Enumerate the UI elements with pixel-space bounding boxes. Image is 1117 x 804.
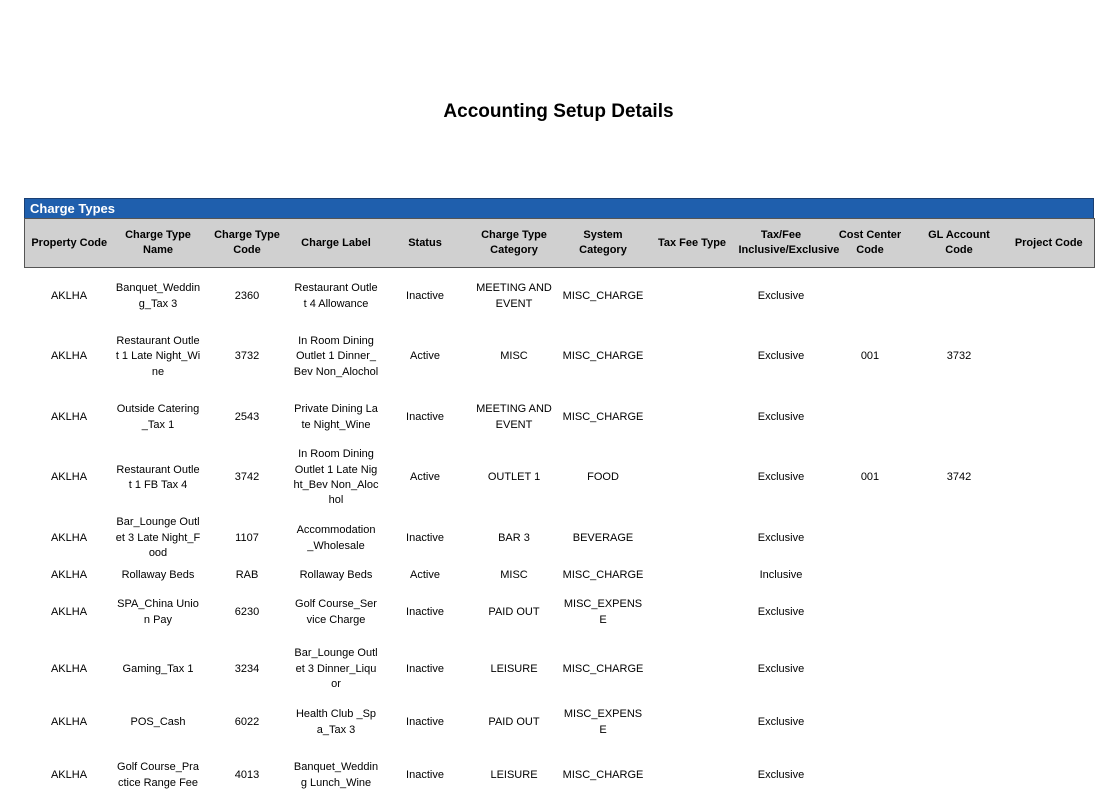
cell-system-category: BEVERAGE: [559, 510, 648, 567]
column-header-charge-type-code: Charge Type Code: [203, 219, 292, 268]
cell-status: Inactive: [381, 268, 470, 326]
cell-property-code: AKLHA: [25, 747, 114, 804]
cell-charge-type-category: LEISURE: [470, 641, 559, 698]
cell-system-category: MISC_EXPENSE: [559, 698, 648, 747]
cell-tax-fee-inclusive-exclusive: Exclusive: [737, 325, 826, 389]
cell-charge-type-code: 3742: [203, 446, 292, 510]
cell-project-code: [1004, 325, 1095, 389]
cell-charge-type-code: 2360: [203, 268, 292, 326]
cell-charge-label: Bar_Lounge Outlet 3 Dinner_Liquor: [292, 641, 381, 698]
cell-tax-fee-type: [648, 567, 737, 584]
cell-charge-label: In Room Dining Outlet 1 Dinner_Bev Non_Alochol: [292, 325, 381, 389]
cell-tax-fee-type: [648, 747, 737, 804]
table-row: [25, 510, 1095, 567]
cell-gl-account-code: [915, 641, 1004, 698]
cell-charge-type-name: Restaurant Outlet 1 Late Night_Wine: [114, 325, 203, 389]
column-header-cost-center-code: Cost Center Code: [826, 219, 915, 268]
table-row: [25, 446, 1095, 510]
cell-system-category: MISC_CHARGE: [559, 325, 648, 389]
cell-charge-label: Golf Course_Service Charge: [292, 584, 381, 641]
cell-cost-center-code: [826, 641, 915, 698]
cell-charge-type-category: BAR 3: [470, 510, 559, 567]
cell-charge-type-name: Gaming_Tax 1: [114, 641, 203, 698]
cell-charge-type-code: 3234: [203, 641, 292, 698]
cell-gl-account-code: [915, 389, 1004, 446]
cell-charge-type-name: SPA_China Union Pay: [114, 584, 203, 641]
cell-cost-center-code: [826, 698, 915, 747]
charge-types-report: [24, 198, 1094, 804]
cell-system-category: FOOD: [559, 446, 648, 510]
cell-charge-type-name: Bar_Lounge Outlet 3 Late Night_Food: [114, 510, 203, 567]
cell-charge-type-code: RAB: [203, 567, 292, 584]
cell-tax-fee-inclusive-exclusive: Exclusive: [737, 641, 826, 698]
cell-property-code: AKLHA: [25, 268, 114, 326]
cell-project-code: [1004, 567, 1095, 584]
cell-tax-fee-type: [648, 268, 737, 326]
cell-gl-account-code: [915, 584, 1004, 641]
cell-status: Active: [381, 446, 470, 510]
cell-cost-center-code: [826, 584, 915, 641]
cell-project-code: [1004, 747, 1095, 804]
cell-cost-center-code: [826, 747, 915, 804]
table-row: [25, 567, 1095, 584]
cell-status: Inactive: [381, 584, 470, 641]
cell-cost-center-code: [826, 567, 915, 584]
cell-charge-type-code: 2543: [203, 389, 292, 446]
cell-property-code: AKLHA: [25, 510, 114, 567]
column-header-status: Status: [381, 219, 470, 268]
cell-property-code: AKLHA: [25, 641, 114, 698]
cell-tax-fee-type: [648, 510, 737, 567]
table-row: [25, 641, 1095, 698]
cell-charge-type-code: 6022: [203, 698, 292, 747]
cell-tax-fee-inclusive-exclusive: Exclusive: [737, 698, 826, 747]
cell-status: Active: [381, 567, 470, 584]
cell-gl-account-code: 3742: [915, 446, 1004, 510]
cell-tax-fee-inclusive-exclusive: Inclusive: [737, 567, 826, 584]
column-header-project-code: Project Code: [1004, 219, 1095, 268]
table-header: [25, 219, 1095, 268]
column-header-charge-type-category: Charge Type Category: [470, 219, 559, 268]
cell-status: Inactive: [381, 641, 470, 698]
cell-property-code: AKLHA: [25, 325, 114, 389]
page-title: Accounting Setup Details: [0, 101, 1117, 123]
cell-gl-account-code: [915, 268, 1004, 326]
cell-gl-account-code: [915, 747, 1004, 804]
cell-charge-type-code: 6230: [203, 584, 292, 641]
cell-cost-center-code: [826, 510, 915, 567]
cell-charge-label: Banquet_Wedding Lunch_Wine: [292, 747, 381, 804]
table-row: [25, 747, 1095, 804]
cell-charge-type-code: 4013: [203, 747, 292, 804]
table-row: [25, 584, 1095, 641]
cell-system-category: MISC_CHARGE: [559, 567, 648, 584]
cell-project-code: [1004, 268, 1095, 326]
column-header-tax-fee-inclusive-exclusive: Tax/Fee Inclusive/Exclusive: [737, 219, 826, 268]
cell-tax-fee-type: [648, 325, 737, 389]
cell-charge-label: Health Club _Spa_Tax 3: [292, 698, 381, 747]
section-title: Charge Types: [24, 198, 1094, 218]
cell-charge-type-category: MISC: [470, 567, 559, 584]
column-header-system-category: System Category: [559, 219, 648, 268]
table-row: [25, 389, 1095, 446]
cell-charge-type-category: MISC: [470, 325, 559, 389]
column-header-tax-fee-type: Tax Fee Type: [648, 219, 737, 268]
cell-charge-type-category: PAID OUT: [470, 698, 559, 747]
cell-cost-center-code: [826, 268, 915, 326]
cell-cost-center-code: 001: [826, 446, 915, 510]
cell-status: Inactive: [381, 510, 470, 567]
cell-charge-type-name: Golf Course_Practice Range Fee: [114, 747, 203, 804]
cell-project-code: [1004, 389, 1095, 446]
cell-tax-fee-inclusive-exclusive: Exclusive: [737, 389, 826, 446]
cell-charge-type-category: PAID OUT: [470, 584, 559, 641]
cell-tax-fee-inclusive-exclusive: Exclusive: [737, 446, 826, 510]
cell-status: Inactive: [381, 389, 470, 446]
cell-cost-center-code: 001: [826, 325, 915, 389]
cell-property-code: AKLHA: [25, 389, 114, 446]
cell-project-code: [1004, 698, 1095, 747]
table-row: [25, 325, 1095, 389]
cell-tax-fee-type: [648, 641, 737, 698]
cell-tax-fee-type: [648, 389, 737, 446]
cell-tax-fee-type: [648, 584, 737, 641]
cell-property-code: AKLHA: [25, 446, 114, 510]
cell-charge-type-name: Rollaway Beds: [114, 567, 203, 584]
column-header-charge-type-name: Charge Type Name: [114, 219, 203, 268]
charge-types-table: [24, 218, 1095, 804]
cell-project-code: [1004, 446, 1095, 510]
cell-tax-fee-type: [648, 446, 737, 510]
cell-project-code: [1004, 510, 1095, 567]
cell-charge-type-category: MEETING AND EVENT: [470, 389, 559, 446]
cell-tax-fee-inclusive-exclusive: Exclusive: [737, 510, 826, 567]
cell-charge-type-category: LEISURE: [470, 747, 559, 804]
cell-gl-account-code: [915, 698, 1004, 747]
cell-status: Inactive: [381, 698, 470, 747]
cell-charge-type-name: Restaurant Outlet 1 FB Tax 4: [114, 446, 203, 510]
cell-status: Active: [381, 325, 470, 389]
cell-system-category: MISC_CHARGE: [559, 747, 648, 804]
cell-charge-label: Restaurant Outlet 4 Allowance: [292, 268, 381, 326]
cell-status: Inactive: [381, 747, 470, 804]
table-row: [25, 268, 1095, 326]
column-header-charge-label: Charge Label: [292, 219, 381, 268]
cell-property-code: AKLHA: [25, 698, 114, 747]
table-row: [25, 698, 1095, 747]
cell-charge-type-code: 3732: [203, 325, 292, 389]
cell-tax-fee-type: [648, 698, 737, 747]
cell-tax-fee-inclusive-exclusive: Exclusive: [737, 268, 826, 326]
cell-charge-type-category: OUTLET 1: [470, 446, 559, 510]
column-header-property-code: Property Code: [25, 219, 114, 268]
cell-cost-center-code: [826, 389, 915, 446]
cell-gl-account-code: [915, 567, 1004, 584]
cell-tax-fee-inclusive-exclusive: Exclusive: [737, 747, 826, 804]
cell-gl-account-code: 3732: [915, 325, 1004, 389]
cell-charge-label: Rollaway Beds: [292, 567, 381, 584]
cell-project-code: [1004, 641, 1095, 698]
cell-system-category: MISC_EXPENSE: [559, 584, 648, 641]
cell-project-code: [1004, 584, 1095, 641]
cell-property-code: AKLHA: [25, 567, 114, 584]
cell-charge-label: Private Dining Late Night_Wine: [292, 389, 381, 446]
cell-system-category: MISC_CHARGE: [559, 268, 648, 326]
cell-charge-label: In Room Dining Outlet 1 Late Night_Bev Non_Alochol: [292, 446, 381, 510]
table-header-row: [25, 219, 1095, 268]
cell-tax-fee-inclusive-exclusive: Exclusive: [737, 584, 826, 641]
cell-charge-type-name: Banquet_Wedding_Tax 3: [114, 268, 203, 326]
cell-charge-type-name: Outside Catering_Tax 1: [114, 389, 203, 446]
cell-property-code: AKLHA: [25, 584, 114, 641]
cell-system-category: MISC_CHARGE: [559, 389, 648, 446]
cell-gl-account-code: [915, 510, 1004, 567]
cell-charge-type-code: 1107: [203, 510, 292, 567]
cell-charge-type-name: POS_Cash: [114, 698, 203, 747]
column-header-gl-account-code: GL Account Code: [915, 219, 1004, 268]
table-body: [25, 268, 1095, 804]
cell-charge-type-category: MEETING AND EVENT: [470, 268, 559, 326]
cell-system-category: MISC_CHARGE: [559, 641, 648, 698]
cell-charge-label: Accommodation _Wholesale: [292, 510, 381, 567]
